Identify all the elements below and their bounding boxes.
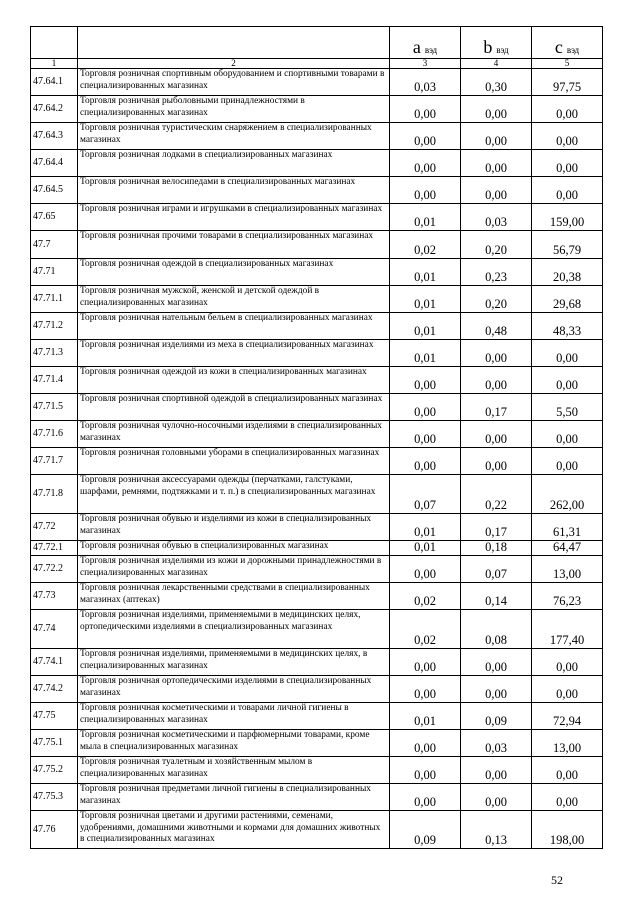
table-row <box>31 784 603 811</box>
row-value-b: 0,08 <box>461 610 532 649</box>
row-code: 47.71.4 <box>31 367 78 394</box>
data-table <box>30 26 603 849</box>
table-row <box>31 556 603 583</box>
row-value-c: 0,00 <box>532 177 603 204</box>
row-value-a: 0,01 <box>390 541 461 556</box>
row-value-a: 0,00 <box>390 784 461 811</box>
column-index: 1 <box>31 59 78 69</box>
row-value-a: 0,00 <box>390 177 461 204</box>
table-row <box>31 340 603 367</box>
row-value-b: 0,18 <box>461 541 532 556</box>
table-row <box>31 811 603 849</box>
row-code: 47.75.3 <box>31 784 78 811</box>
row-code: 47.71.8 <box>31 475 78 514</box>
column-index: 4 <box>461 59 532 69</box>
row-value-c: 76,23 <box>532 583 603 610</box>
row-value-a: 0,01 <box>390 514 461 541</box>
table-row <box>31 259 603 286</box>
row-code: 47.64.4 <box>31 150 78 177</box>
row-value-c: 0,00 <box>532 367 603 394</box>
row-code: 47.74.2 <box>31 676 78 703</box>
row-value-b: 0,48 <box>461 313 532 340</box>
row-value-b: 0,14 <box>461 583 532 610</box>
row-value-c: 0,00 <box>532 676 603 703</box>
row-value-c: 97,75 <box>532 69 603 96</box>
row-code: 47.7 <box>31 231 78 259</box>
row-name: Торговля розничная рыболовными принадлежностями в специализированных магазинах <box>78 96 390 123</box>
row-value-c: 0,00 <box>532 150 603 177</box>
row-name: Торговля розничная косметическими и товарами личной гигиены в специализированных магазинах <box>78 703 390 730</box>
row-value-a: 0,01 <box>390 340 461 367</box>
row-value-c: 13,00 <box>532 556 603 583</box>
row-name: Торговля розничная лодками в специализированных магазинах <box>78 150 390 177</box>
row-code: 47.76 <box>31 811 78 849</box>
row-value-b: 0,00 <box>461 150 532 177</box>
header-cell-code <box>31 27 78 59</box>
header-row <box>31 27 603 59</box>
row-name: Торговля розничная предметами личной гигиены в специализированных магазинах <box>78 784 390 811</box>
row-value-b: 0,23 <box>461 259 532 286</box>
row-name: Торговля розничная туристическим снаряжением в специализированных магазинах <box>78 123 390 150</box>
row-value-a: 0,07 <box>390 475 461 514</box>
header-subscript: вэд <box>566 45 580 55</box>
row-name: Торговля розничная туалетным и хозяйственным мылом в специализированных магазинах <box>78 757 390 784</box>
row-value-b: 0,00 <box>461 448 532 475</box>
row-code: 47.71.2 <box>31 313 78 340</box>
row-value-a: 0,03 <box>390 69 461 96</box>
table-row <box>31 421 603 448</box>
row-value-b: 0,00 <box>461 367 532 394</box>
header-subscript: вэд <box>496 45 509 55</box>
row-code: 47.71.6 <box>31 421 78 448</box>
row-value-a: 0,00 <box>390 556 461 583</box>
table-row <box>31 367 603 394</box>
row-code: 47.74 <box>31 610 78 649</box>
row-value-a: 0,00 <box>390 96 461 123</box>
table-row <box>31 286 603 313</box>
row-value-b: 0,13 <box>461 811 532 849</box>
row-value-c: 0,00 <box>532 123 603 150</box>
row-value-a: 0,09 <box>390 811 461 849</box>
row-value-c: 61,31 <box>532 514 603 541</box>
table-row <box>31 150 603 177</box>
table-row <box>31 231 603 259</box>
table-row <box>31 730 603 757</box>
table-row <box>31 394 603 421</box>
row-value-c: 262,00 <box>532 475 603 514</box>
row-name: Торговля розничная изделиями из меха в специализированных магазинах <box>78 340 390 367</box>
row-name: Торговля розничная изделиями из кожи и дорожными принадлежностями в специализированных магазинах <box>78 556 390 583</box>
row-code: 47.73 <box>31 583 78 610</box>
row-value-b: 0,00 <box>461 649 532 676</box>
row-value-c: 48,33 <box>532 313 603 340</box>
row-code: 47.75.1 <box>31 730 78 757</box>
row-name: Торговля розничная играми и игрушками в специализированных магазинах <box>78 204 390 231</box>
row-value-a: 0,01 <box>390 259 461 286</box>
row-name: Торговля розничная обувью и изделиями из кожи в специализированных магазинах <box>78 514 390 541</box>
row-name: Торговля розничная одеждой из кожи в специализированных магазинах <box>78 367 390 394</box>
row-code: 47.71.5 <box>31 394 78 421</box>
row-value-b: 0,00 <box>461 340 532 367</box>
header-symbol: c <box>554 37 563 57</box>
row-code: 47.71.3 <box>31 340 78 367</box>
table-row <box>31 475 603 514</box>
table-row <box>31 313 603 340</box>
table-row <box>31 177 603 204</box>
row-name: Торговля розничная спортивной одеждой в специализированных магазинах <box>78 394 390 421</box>
table-row <box>31 583 603 610</box>
row-value-c: 0,00 <box>532 421 603 448</box>
row-value-b: 0,00 <box>461 757 532 784</box>
column-index: 3 <box>390 59 461 69</box>
row-value-b: 0,22 <box>461 475 532 514</box>
row-value-c: 56,79 <box>532 231 603 259</box>
table-row <box>31 96 603 123</box>
row-value-a: 0,00 <box>390 421 461 448</box>
row-value-c: 0,00 <box>532 757 603 784</box>
table-row <box>31 649 603 676</box>
row-value-a: 0,02 <box>390 583 461 610</box>
row-name: Торговля розничная велосипедами в специализированных магазинах <box>78 177 390 204</box>
row-code: 47.64.5 <box>31 177 78 204</box>
row-value-c: 0,00 <box>532 784 603 811</box>
row-value-b: 0,00 <box>461 784 532 811</box>
row-value-c: 5,50 <box>532 394 603 421</box>
row-value-a: 0,01 <box>390 313 461 340</box>
header-cell-b <box>461 27 532 59</box>
column-index: 2 <box>78 59 390 69</box>
row-value-b: 0,17 <box>461 514 532 541</box>
row-name: Торговля розничная спортивным оборудованием и спортивными товарами в специализированных магазинах <box>78 69 390 96</box>
table-row <box>31 610 603 649</box>
table-row <box>31 676 603 703</box>
row-value-c: 0,00 <box>532 340 603 367</box>
header-symbol: a <box>412 37 421 57</box>
header-cell-name <box>78 27 390 59</box>
row-value-a: 0,00 <box>390 676 461 703</box>
row-value-c: 159,00 <box>532 204 603 231</box>
row-value-b: 0,17 <box>461 394 532 421</box>
header-symbol: b <box>483 37 493 57</box>
row-name: Торговля розничная чулочно-носочными изделиями в специализированных магазинах <box>78 421 390 448</box>
row-name: Торговля розничная изделиями, применяемыми в медицинских целях, в специализированных магазинах <box>78 649 390 676</box>
row-code: 47.71 <box>31 259 78 286</box>
row-code: 47.64.2 <box>31 96 78 123</box>
row-value-a: 0,00 <box>390 757 461 784</box>
row-value-c: 29,68 <box>532 286 603 313</box>
row-name: Торговля розничная головными уборами в специализированных магазинах <box>78 448 390 475</box>
row-value-c: 20,38 <box>532 259 603 286</box>
row-value-a: 0,02 <box>390 231 461 259</box>
table-row <box>31 123 603 150</box>
row-name: Торговля розничная мужской, женской и детской одеждой в специализированных магазинах <box>78 286 390 313</box>
row-value-b: 0,20 <box>461 286 532 313</box>
table-row <box>31 541 603 556</box>
row-value-b: 0,00 <box>461 123 532 150</box>
page-number: 52 <box>551 873 563 887</box>
row-value-c: 0,00 <box>532 649 603 676</box>
row-value-c: 0,00 <box>532 96 603 123</box>
row-code: 47.64.1 <box>31 69 78 96</box>
row-value-a: 0,00 <box>390 123 461 150</box>
row-value-c: 0,00 <box>532 448 603 475</box>
row-value-a: 0,00 <box>390 730 461 757</box>
row-value-a: 0,00 <box>390 649 461 676</box>
row-value-c: 177,40 <box>532 610 603 649</box>
row-name: Торговля розничная косметическими и парфюмерными товарами, кроме мыла в специализированных магазинах <box>78 730 390 757</box>
table-row <box>31 69 603 96</box>
row-code: 47.65 <box>31 204 78 231</box>
row-value-b: 0,30 <box>461 69 532 96</box>
header-subscript: вэд <box>424 45 438 55</box>
row-name: Торговля розничная аксессуарами одежды (перчатками, галстуками, шарфами, ремнями, подтяжками и т. п.) в специализированных магазинах <box>78 475 390 514</box>
row-value-b: 0,00 <box>461 96 532 123</box>
row-code: 47.72.1 <box>31 541 78 556</box>
table-row <box>31 703 603 730</box>
row-name: Торговля розничная прочими товарами в специализированных магазинах <box>78 231 390 259</box>
header-cell-c <box>532 27 603 59</box>
row-code: 47.72 <box>31 514 78 541</box>
table-row <box>31 757 603 784</box>
row-value-c: 13,00 <box>532 730 603 757</box>
row-name: Торговля розничная обувью в специализированных магазинах <box>78 541 390 556</box>
row-value-a: 0,01 <box>390 286 461 313</box>
row-value-b: 0,09 <box>461 703 532 730</box>
row-value-b: 0,00 <box>461 676 532 703</box>
row-name: Торговля розничная ортопедическими изделиями в специализированных магазинах <box>78 676 390 703</box>
column-index-row <box>31 59 603 69</box>
row-code: 47.71.1 <box>31 286 78 313</box>
row-value-c: 64,47 <box>532 541 603 556</box>
row-value-a: 0,00 <box>390 367 461 394</box>
row-code: 47.75.2 <box>31 757 78 784</box>
row-name: Торговля розничная одеждой в специализированных магазинах <box>78 259 390 286</box>
row-code: 47.74.1 <box>31 649 78 676</box>
row-value-a: 0,00 <box>390 394 461 421</box>
row-code: 47.71.7 <box>31 448 78 475</box>
row-value-a: 0,00 <box>390 448 461 475</box>
row-value-b: 0,03 <box>461 204 532 231</box>
row-value-a: 0,00 <box>390 150 461 177</box>
row-value-a: 0,01 <box>390 703 461 730</box>
row-value-c: 72,94 <box>532 703 603 730</box>
header-cell-a <box>390 27 461 59</box>
row-code: 47.72.2 <box>31 556 78 583</box>
row-value-a: 0,01 <box>390 204 461 231</box>
row-value-b: 0,07 <box>461 556 532 583</box>
row-value-b: 0,03 <box>461 730 532 757</box>
row-name: Торговля розничная лекарственными средствами в специализированных магазинах (аптеках) <box>78 583 390 610</box>
row-value-b: 0,00 <box>461 177 532 204</box>
row-value-b: 0,20 <box>461 231 532 259</box>
table-row <box>31 448 603 475</box>
table-row <box>31 514 603 541</box>
table-body <box>31 27 603 849</box>
row-name: Торговля розничная цветами и другими растениями, семенами, удобрениями, домашними животными и кормами для домашних животных в специализированных магазинах <box>78 811 390 849</box>
table-row <box>31 204 603 231</box>
row-value-b: 0,00 <box>461 421 532 448</box>
row-name: Торговля розничная нательным бельем в специализированных магазинах <box>78 313 390 340</box>
row-value-a: 0,02 <box>390 610 461 649</box>
row-code: 47.75 <box>31 703 78 730</box>
column-index: 5 <box>532 59 603 69</box>
row-code: 47.64.3 <box>31 123 78 150</box>
row-value-c: 198,00 <box>532 811 603 849</box>
row-name: Торговля розничная изделиями, применяемыми в медицинских целях, ортопедическими изделиями в специализированных магазинах <box>78 610 390 649</box>
